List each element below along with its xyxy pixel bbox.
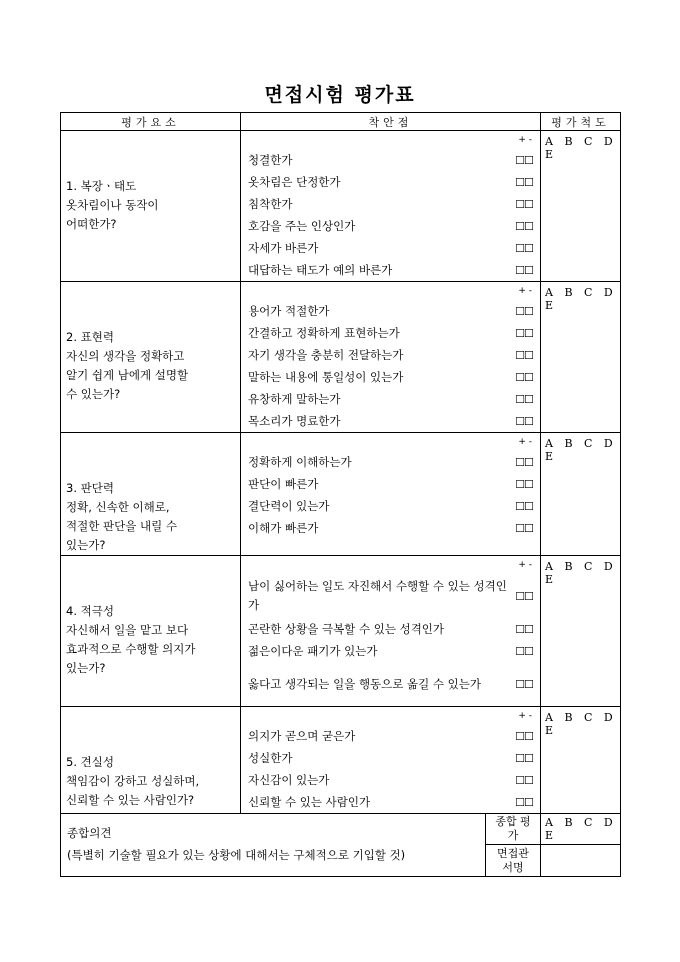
checklist-item [241, 725, 540, 747]
checklist-item-label: 성실한가 [248, 750, 293, 765]
plus-minus-checkboxes[interactable]: ☐☐ [515, 477, 533, 491]
criterion-title: 4. 적극성 [66, 604, 114, 618]
plus-minus-checkboxes[interactable]: ☐☐ [515, 751, 533, 765]
observation-cell [241, 282, 541, 433]
plus-minus-label: + - [518, 711, 532, 721]
criterion-title: 3. 판단력 [66, 481, 114, 495]
checklist-item-label: 곤란한 상황을 극복할 수 있는 성격인가 [248, 621, 445, 636]
criterion-description: 자신의 생각을 정확하고 [66, 349, 185, 363]
checklist-item [241, 322, 540, 344]
checklist-item-label: 대답하는 태도가 예의 바른가 [248, 262, 393, 277]
plus-minus-checkboxes[interactable]: ☐☐ [515, 644, 533, 658]
checklist-item [241, 451, 540, 473]
plus-minus-checkboxes[interactable]: ☐☐ [515, 153, 533, 167]
checklist-item [241, 517, 540, 539]
plus-minus-label: + - [518, 135, 532, 145]
opinion-note: (특별히 기술할 필요가 있는 상황에 대해서는 구체적으로 기입할 것) [67, 848, 406, 862]
checklist-item [241, 237, 540, 259]
criterion-cell [61, 433, 241, 556]
checklist-item-label: 신뢰할 수 있는 사람인가 [248, 794, 371, 809]
checklist-item-label: 용어가 적절한가 [248, 303, 330, 318]
opinion-title: 종합의견 [67, 826, 112, 840]
criterion-description: 수 있는가? [66, 387, 121, 401]
plus-minus-checkboxes[interactable]: ☐☐ [515, 175, 533, 189]
observation-cell [241, 556, 541, 707]
checklist-item-label: 청결한가 [248, 152, 293, 167]
plus-minus-checkboxes[interactable]: ☐☐ [515, 795, 533, 809]
criterion-description: 정확, 신속한 이해로, [66, 500, 170, 514]
evaluation-table [60, 112, 621, 877]
checklist-item [241, 618, 540, 640]
criterion-cell [61, 707, 241, 814]
plus-minus-checkboxes[interactable]: ☐☐ [515, 263, 533, 277]
checklist-item-label: 호감을 주는 인상인가 [248, 218, 356, 233]
criterion-description: 있는가? [66, 661, 106, 675]
checklist-item [241, 747, 540, 769]
plus-minus-checkboxes[interactable]: ☐☐ [515, 241, 533, 255]
checklist-item-label: 말하는 내용에 통일성이 있는가 [248, 369, 404, 384]
header-factor: 평가요소 [61, 113, 241, 131]
criterion-title: 5. 견실성 [66, 755, 114, 769]
criterion-description: 어떠한가? [66, 217, 117, 231]
scale-cell[interactable]: A B C D E [541, 282, 621, 433]
checklist-item-label: 이해가 빠른가 [248, 520, 319, 535]
header-point: 착안점 [241, 113, 541, 131]
scale-cell[interactable]: A B C D E [541, 433, 621, 556]
plus-minus-checkboxes[interactable]: ☐☐ [515, 455, 533, 469]
checklist-item [241, 259, 540, 281]
checklist-item [241, 769, 540, 791]
criterion-title: 2. 표현력 [66, 330, 114, 344]
section-row [61, 282, 621, 433]
plus-minus-checkboxes[interactable]: ☐☐ [515, 392, 533, 406]
plus-minus-checkboxes[interactable]: ☐☐ [515, 622, 533, 636]
criterion-description: 자신해서 일을 맡고 보다 [66, 623, 189, 637]
checklist-item [241, 495, 540, 517]
signature-label: 면접관 서명 [497, 846, 529, 874]
plus-minus-checkboxes[interactable]: ☐☐ [515, 304, 533, 318]
plus-minus-checkboxes[interactable]: ☐☐ [515, 370, 533, 384]
criterion-cell [61, 282, 241, 433]
checklist-item-label: 간결하고 정확하게 표현하는가 [248, 325, 400, 340]
checklist-item [241, 388, 540, 410]
checklist-item [241, 344, 540, 366]
plus-minus-checkboxes[interactable]: ☐☐ [515, 348, 533, 362]
plus-minus-checkboxes[interactable]: ☐☐ [515, 197, 533, 211]
criterion-description: 신뢰할 수 있는 사람인가? [66, 793, 195, 807]
checklist-item-label: 정확하게 이해하는가 [248, 454, 352, 469]
scale-cell[interactable]: A B C D E [541, 556, 621, 707]
plus-minus-label: + - [518, 286, 532, 296]
criterion-cell [61, 131, 241, 282]
plus-minus-checkboxes[interactable]: ☐☐ [515, 326, 533, 340]
criterion-title: 1. 복장ㆍ태도 [66, 179, 137, 193]
criterion-description: 적절한 판단을 내릴 수 [66, 519, 177, 533]
plus-minus-checkboxes[interactable]: ☐☐ [515, 219, 533, 233]
checklist-item [241, 410, 540, 432]
checklist-item-label: 침착한가 [248, 196, 293, 211]
checklist-item-label: 유창하게 말하는가 [248, 391, 341, 406]
overall-label: 종합 평가 [486, 814, 540, 845]
observation-cell [241, 131, 541, 282]
checklist-item [241, 366, 540, 388]
checklist-item [241, 171, 540, 193]
checklist-item-label: 판단이 빠른가 [248, 476, 319, 491]
section-row [61, 707, 621, 814]
checklist-item [241, 574, 540, 618]
section-row [61, 556, 621, 707]
checklist-item-label: 옳다고 생각되는 일을 행동으로 옮길 수 있는가 [248, 676, 482, 691]
checklist-item-label: 목소리가 명료한가 [248, 413, 341, 428]
header-scale: 평가척도 [541, 113, 621, 131]
signature-field[interactable] [541, 845, 621, 877]
criterion-description: 있는가? [66, 538, 106, 552]
observation-cell [241, 433, 541, 556]
checklist-item-label: 자세가 바른가 [248, 240, 319, 255]
checklist-item [241, 149, 540, 171]
plus-minus-checkboxes[interactable]: ☐☐ [515, 773, 533, 787]
plus-minus-label: + - [518, 560, 532, 570]
checklist-item-label: 자신감이 있는가 [248, 772, 330, 787]
criterion-cell [61, 556, 241, 707]
plus-minus-checkboxes[interactable]: ☐☐ [515, 729, 533, 743]
header-row [61, 113, 621, 131]
scale-cell[interactable]: A B C D E [541, 131, 621, 282]
checklist-item [241, 193, 540, 215]
checklist-item-label: 자기 생각을 충분히 전달하는가 [248, 347, 404, 362]
plus-minus-checkboxes[interactable]: ☐☐ [515, 414, 533, 428]
plus-minus-checkboxes[interactable]: ☐☐ [515, 677, 533, 691]
checklist-item [241, 662, 540, 706]
checklist-item [241, 300, 540, 322]
overall-scale[interactable]: A B C D E [541, 814, 621, 845]
scale-cell[interactable]: A B C D E [541, 707, 621, 814]
checklist-item-label: 옷차림은 단정한가 [248, 174, 341, 189]
checklist-item-label: 남이 싫어하는 일도 자진해서 수행할 수 있는 성격인가 [248, 579, 507, 612]
footer-overall-row [61, 814, 621, 845]
opinion-cell[interactable] [61, 814, 541, 877]
criterion-description: 알기 쉽게 남에게 설명할 [66, 368, 189, 382]
criterion-description: 옷차림이나 동작이 [66, 198, 159, 212]
plus-minus-checkboxes[interactable]: ☐☐ [515, 589, 533, 603]
plus-minus-checkboxes[interactable]: ☐☐ [515, 521, 533, 535]
checklist-item [241, 640, 540, 662]
criterion-description: 책임감이 강하고 성실하며, [66, 774, 200, 788]
page-title: 면접시험 평가표 [264, 84, 416, 106]
checklist-item [241, 215, 540, 237]
section-row [61, 433, 621, 556]
plus-minus-label: + - [518, 437, 532, 447]
checklist-item-label: 젊은이다운 패기가 있는가 [248, 643, 378, 658]
plus-minus-checkboxes[interactable]: ☐☐ [515, 499, 533, 513]
checklist-item [241, 473, 540, 495]
checklist-item-label: 의지가 곧으며 굳은가 [248, 728, 356, 743]
checklist-item-label: 결단력이 있는가 [248, 498, 330, 513]
criterion-description: 효과적으로 수행할 의지가 [66, 642, 196, 656]
observation-cell [241, 707, 541, 814]
checklist-item [241, 791, 540, 813]
section-row [61, 131, 621, 282]
